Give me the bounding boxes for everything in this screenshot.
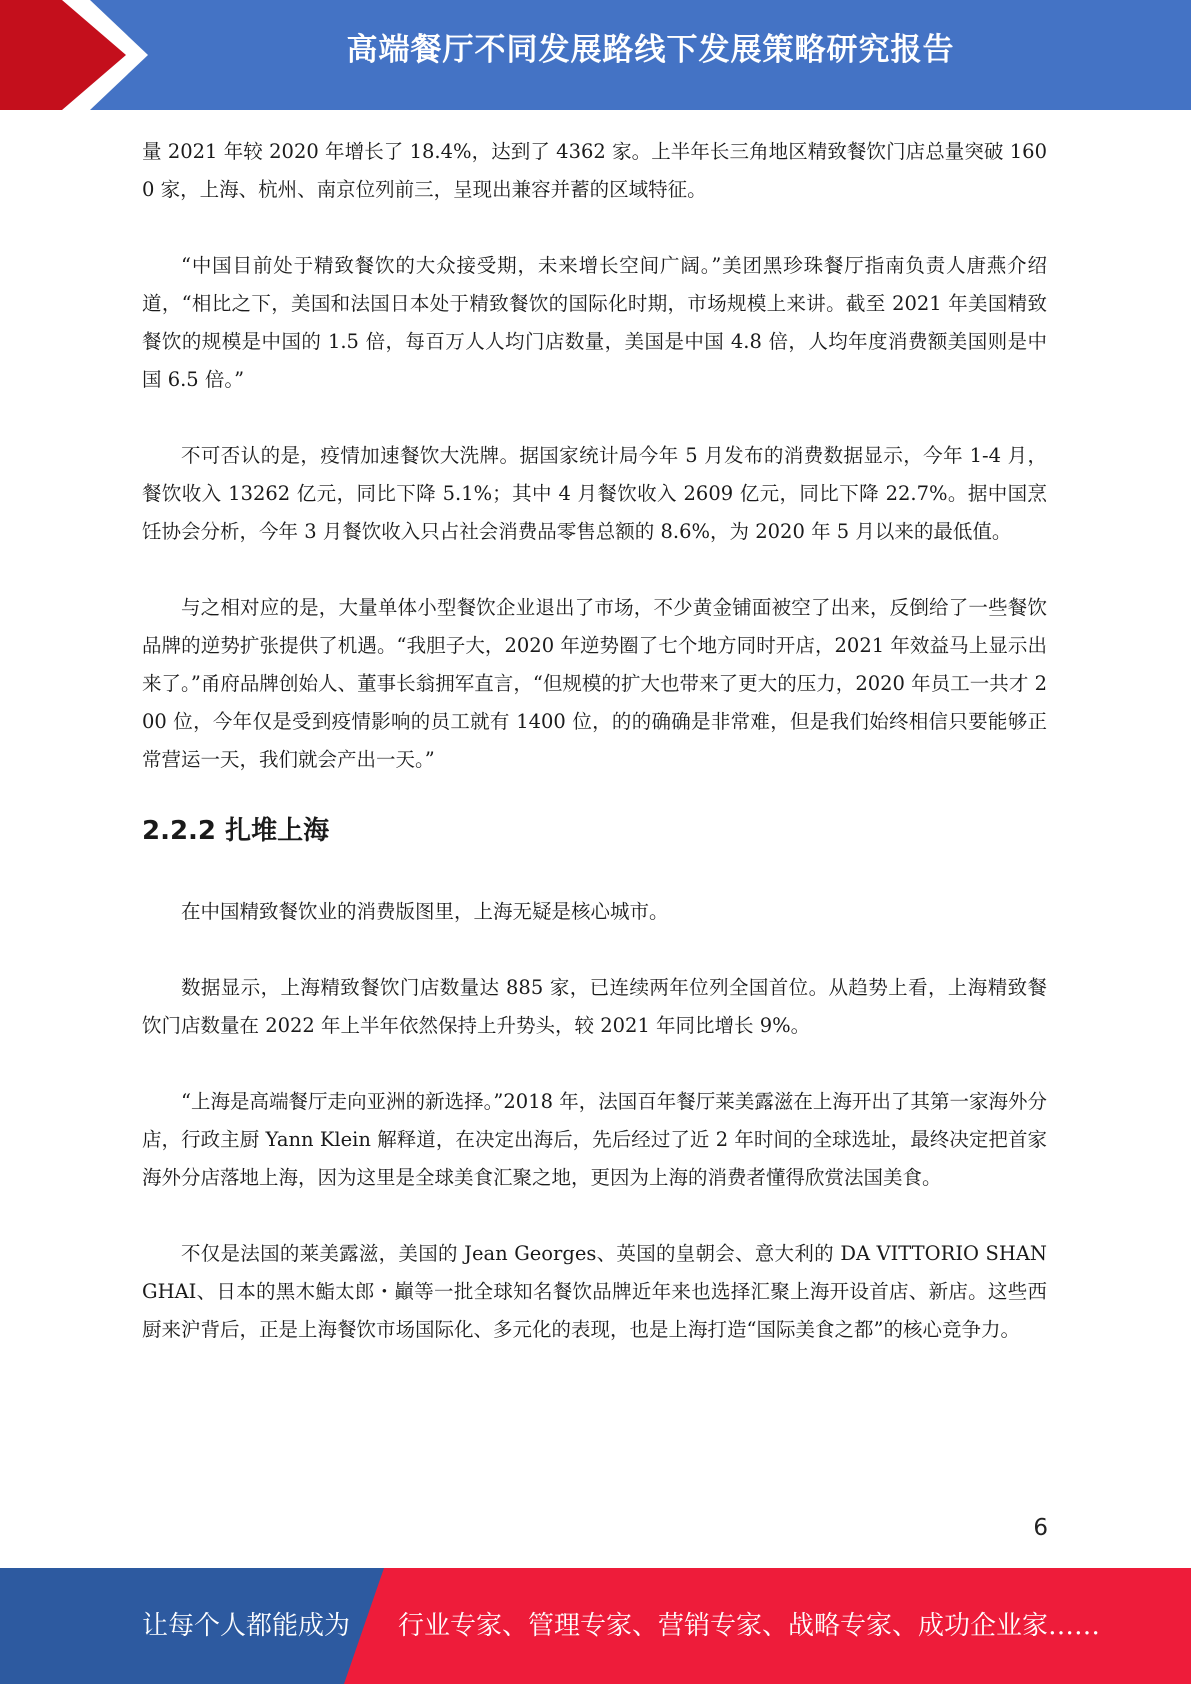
footer-slogan-left: 让每个人都能成为	[142, 1611, 351, 1641]
main-content	[142, 133, 1047, 1349]
page-number: 6	[1033, 1515, 1048, 1541]
paragraph-2: “中国目前处于精致餐饮的大众接受期，未来增长空间广阔。”美团黑珍珠餐厅指南负责人唐燕介绍道，“相比之下，美国和法国日本处于精致餐饮的国际化时期，市场规模上来讲。截至 2021 年美国精致餐饮的规模是中国的 1.5 倍，每百万人人均门店数量，美国是中国 4.8 倍，人均年度消费额美国则是中国 6.5 倍。”	[142, 254, 1047, 391]
paragraph-1: 量 2021 年较 2020 年增长了 18.4%，达到了 4362 家。上半年长三角地区精致餐饮门店总量突破 1600 家，上海、杭州、南京位列前三，呈现出兼容并蓄的区域特征。	[142, 140, 1047, 201]
footer-slogan-right: 行业专家、管理专家、营销专家、战略专家、成功企业家……	[398, 1611, 1101, 1641]
paragraph-8: 不仅是法国的莱美露滋，美国的 Jean Georges、英国的皇朝会、意大利的 DA VITTORIO SHANGHAI、日本的黑木鮨太郎・巓等一批全球知名餐饮品牌近年来也选择汇聚上海开设首店、新店。这些西厨来沪背后，正是上海餐饮市场国际化、多元化的表现，也是上海打造“国际美食之都”的核心竞争力。	[142, 1242, 1047, 1341]
page-header	[0, 0, 1191, 110]
paragraph-5: 在中国精致餐饮业的消费版图里，上海无疑是核心城市。	[181, 900, 669, 923]
paragraph-4: 与之相对应的是，大量单体小型餐饮企业退出了市场，不少黄金铺面被空了出来，反倒给了一些餐饮品牌的逆势扩张提供了机遇。“我胆子大，2020 年逆势圈了七个地方同时开店，2021 年效益马上显示出来了。”甬府品牌创始人、董事长翁拥军直言，“但规模的扩大也带来了更大的压力，2020 年员工一共才 200 位，今年仅是受到疫情影响的员工就有 1400 位，的的确确是非常难，但是我们始终相信只要能够正常营运一天，我们就会产出一天。”	[142, 596, 1047, 771]
paragraph-7: “上海是高端餐厅走向亚洲的新选择。”2018 年，法国百年餐厅莱美露滋在上海开出了其第一家海外分店，行政主厨 Yann Klein 解释道，在决定出海后，先后经过了近 2 年时间的全球选址，最终决定把首家海外分店落地上海，因为这里是全球美食汇聚之地，更因为上海的消费者懂得欣赏法国美食。	[142, 1090, 1047, 1189]
page-footer	[0, 1568, 1191, 1684]
report-title: 高端餐厅不同发展路线下发展策略研究报告	[346, 32, 955, 68]
header-arrow-icon	[0, 0, 150, 110]
paragraph-3: 不可否认的是，疫情加速餐饮大洗牌。据国家统计局今年 5 月发布的消费数据显示，今年 1-4 月，餐饮收入 13262 亿元，同比下降 5.1%；其中 4 月餐饮收入 2609 亿元，同比下降 22.7%。据中国烹饪协会分析，今年 3 月餐饮收入只占社会消费品零售总额的 8.6%，为 2020 年 5 月以来的最低值。	[142, 444, 1047, 543]
paragraph-6: 数据显示，上海精致餐饮门店数量达 885 家，已连续两年位列全国首位。从趋势上看，上海精致餐饮门店数量在 2022 年上半年依然保持上升势头，较 2021 年同比增长 9%。	[142, 976, 1047, 1037]
section-heading: 2.2.2 扎堆上海	[142, 816, 330, 846]
